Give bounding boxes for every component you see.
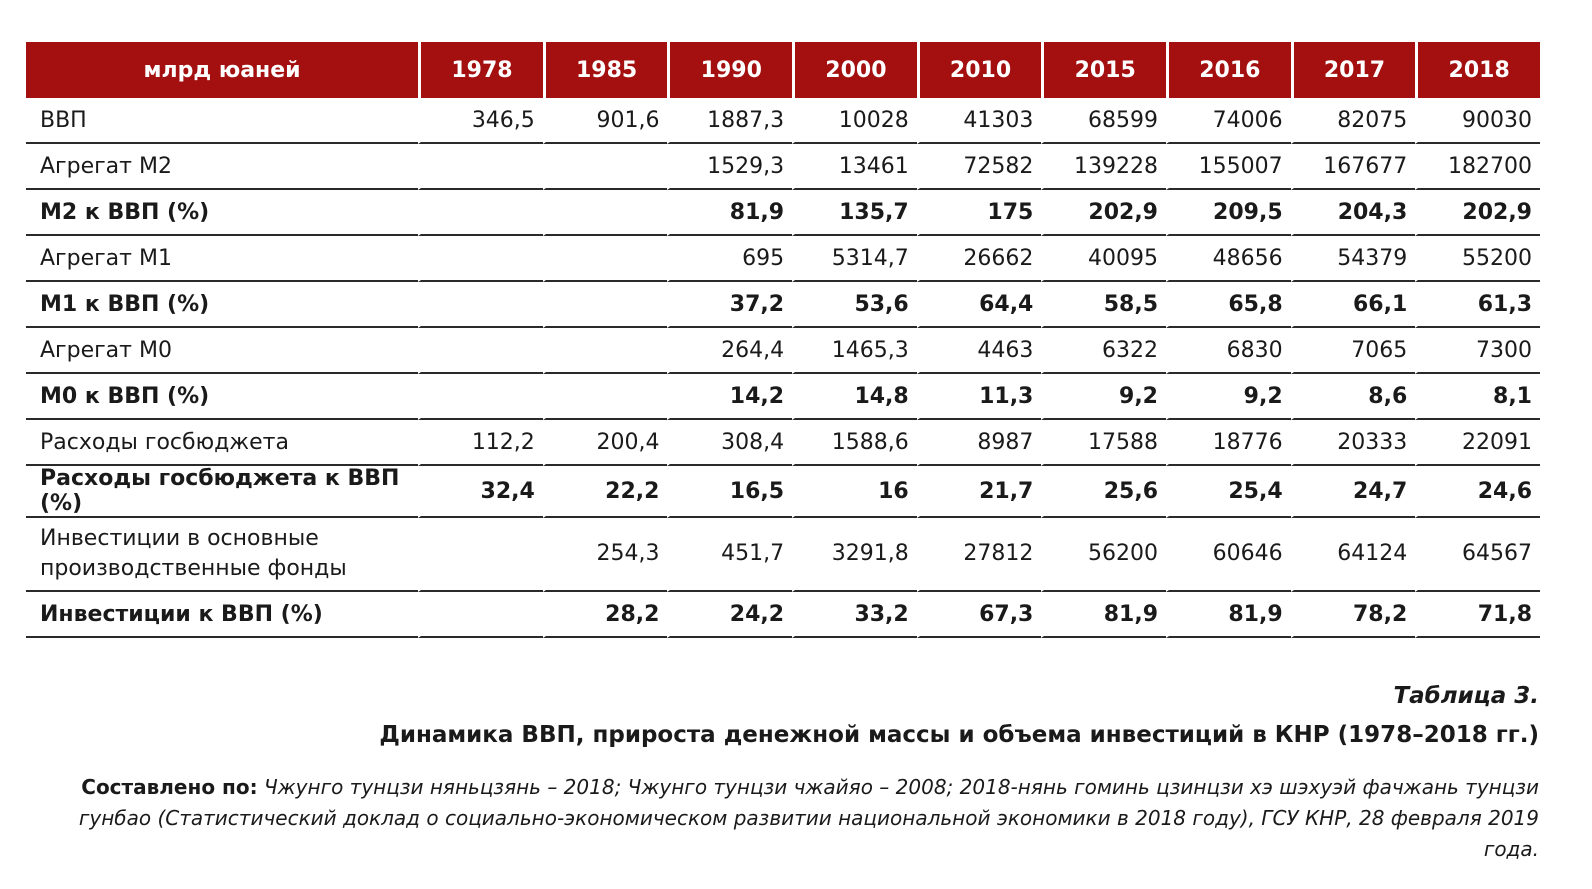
value-cell: 64124 [1291, 518, 1416, 592]
value-cell: 27812 [917, 518, 1042, 592]
value-cell [543, 328, 668, 374]
value-cell: 13461 [792, 144, 917, 190]
value-cell: 139228 [1041, 144, 1166, 190]
value-cell: 254,3 [543, 518, 668, 592]
value-cell: 1465,3 [792, 328, 917, 374]
row-label-cell: М0 к ВВП (%) [26, 374, 418, 420]
row-label-cell: Инвестиции в основные производственные фонды [26, 518, 418, 592]
value-cell [418, 518, 543, 592]
value-cell: 346,5 [418, 98, 543, 144]
table-title: Динамика ВВП, прироста денежной массы и объема инвестиций в КНР (1978–2018 гг.) [379, 722, 1539, 748]
value-cell: 64,4 [917, 282, 1042, 328]
value-cell: 61,3 [1415, 282, 1540, 328]
value-cell: 24,6 [1415, 466, 1540, 518]
value-cell: 3291,8 [792, 518, 917, 592]
value-cell: 41303 [917, 98, 1042, 144]
value-cell: 112,2 [418, 420, 543, 466]
value-cell: 9,2 [1166, 374, 1291, 420]
header-year-cell: 2016 [1166, 42, 1291, 98]
table-row [26, 374, 1540, 420]
value-cell: 67,3 [917, 592, 1042, 638]
value-cell: 37,2 [667, 282, 792, 328]
value-cell: 200,4 [543, 420, 668, 466]
table-row [26, 190, 1540, 236]
value-cell: 7300 [1415, 328, 1540, 374]
row-label-cell: Расходы госбюджета к ВВП (%) [26, 466, 418, 518]
table-row [26, 98, 1540, 144]
value-cell: 74006 [1166, 98, 1291, 144]
data-table-container [26, 42, 1540, 638]
table-number: Таблица 3. [1393, 683, 1539, 709]
value-cell [543, 282, 668, 328]
value-cell: 81,9 [1166, 592, 1291, 638]
value-cell: 10028 [792, 98, 917, 144]
row-label-cell: ВВП [26, 98, 418, 144]
value-cell: 60646 [1166, 518, 1291, 592]
value-cell: 58,5 [1041, 282, 1166, 328]
row-label-cell: Агрегат М1 [26, 236, 418, 282]
value-cell: 32,4 [418, 466, 543, 518]
source-label: Составлено по: [81, 775, 258, 799]
table-row [26, 236, 1540, 282]
value-cell: 56200 [1041, 518, 1166, 592]
header-year-cell: 1985 [543, 42, 668, 98]
value-cell: 55200 [1415, 236, 1540, 282]
value-cell: 33,2 [792, 592, 917, 638]
value-cell: 5314,7 [792, 236, 917, 282]
value-cell: 40095 [1041, 236, 1166, 282]
value-cell: 264,4 [667, 328, 792, 374]
value-cell [543, 374, 668, 420]
value-cell: 24,7 [1291, 466, 1416, 518]
value-cell [418, 328, 543, 374]
table-row [26, 466, 1540, 518]
value-cell [418, 282, 543, 328]
value-cell: 308,4 [667, 420, 792, 466]
row-label-cell: Расходы госбюджета [26, 420, 418, 466]
value-cell: 11,3 [917, 374, 1042, 420]
value-cell [418, 190, 543, 236]
row-label-cell: М1 к ВВП (%) [26, 282, 418, 328]
header-unit-cell: млрд юаней [26, 42, 418, 98]
value-cell: 901,6 [543, 98, 668, 144]
value-cell: 25,6 [1041, 466, 1166, 518]
value-cell: 204,3 [1291, 190, 1416, 236]
value-cell: 1588,6 [792, 420, 917, 466]
header-year-cell: 2018 [1415, 42, 1540, 98]
value-cell: 167677 [1291, 144, 1416, 190]
value-cell: 1887,3 [667, 98, 792, 144]
value-cell: 135,7 [792, 190, 917, 236]
value-cell: 71,8 [1415, 592, 1540, 638]
table-row [26, 144, 1540, 190]
header-year-cell: 2010 [917, 42, 1042, 98]
value-cell: 6322 [1041, 328, 1166, 374]
value-cell: 26662 [917, 236, 1042, 282]
value-cell [543, 236, 668, 282]
value-cell [418, 144, 543, 190]
value-cell: 175 [917, 190, 1042, 236]
value-cell: 8987 [917, 420, 1042, 466]
statistics-table [26, 42, 1540, 638]
value-cell: 16,5 [667, 466, 792, 518]
value-cell: 695 [667, 236, 792, 282]
value-cell: 81,9 [1041, 592, 1166, 638]
row-label-cell: М2 к ВВП (%) [26, 190, 418, 236]
value-cell: 451,7 [667, 518, 792, 592]
value-cell: 48656 [1166, 236, 1291, 282]
value-cell [418, 374, 543, 420]
header-year-cell: 2017 [1291, 42, 1416, 98]
value-cell: 9,2 [1041, 374, 1166, 420]
value-cell [418, 236, 543, 282]
value-cell: 24,2 [667, 592, 792, 638]
value-cell: 65,8 [1166, 282, 1291, 328]
table-row [26, 518, 1540, 592]
header-row [26, 42, 1540, 98]
value-cell: 1529,3 [667, 144, 792, 190]
value-cell: 16 [792, 466, 917, 518]
row-label-cell: Агрегат М2 [26, 144, 418, 190]
value-cell: 53,6 [792, 282, 917, 328]
value-cell: 25,4 [1166, 466, 1291, 518]
header-year-cell: 2015 [1041, 42, 1166, 98]
value-cell: 68599 [1041, 98, 1166, 144]
value-cell: 78,2 [1291, 592, 1416, 638]
value-cell: 17588 [1041, 420, 1166, 466]
value-cell: 81,9 [667, 190, 792, 236]
value-cell: 90030 [1415, 98, 1540, 144]
value-cell: 21,7 [917, 466, 1042, 518]
value-cell: 14,8 [792, 374, 917, 420]
value-cell: 8,6 [1291, 374, 1416, 420]
value-cell: 155007 [1166, 144, 1291, 190]
table-header [26, 42, 1540, 98]
value-cell: 66,1 [1291, 282, 1416, 328]
value-cell: 64567 [1415, 518, 1540, 592]
value-cell: 20333 [1291, 420, 1416, 466]
value-cell: 28,2 [543, 592, 668, 638]
value-cell [543, 190, 668, 236]
source-text: Чжунго тунцзи няньцзянь – 2018; Чжунго тунцзи чжайяо – 2008; 2018-нянь гоминь цзинцзи хэ шэхуэй фачжань тунцзи гунбао (Статистический доклад о социально-экономическом развитии национальной экономики в 2018 году), ГСУ КНР, 28 февраля 2019 года. [78, 775, 1539, 861]
value-cell: 72582 [917, 144, 1042, 190]
value-cell: 54379 [1291, 236, 1416, 282]
value-cell: 6830 [1166, 328, 1291, 374]
value-cell: 8,1 [1415, 374, 1540, 420]
value-cell: 209,5 [1166, 190, 1291, 236]
value-cell: 18776 [1166, 420, 1291, 466]
value-cell: 202,9 [1041, 190, 1166, 236]
row-label-cell: Агрегат М0 [26, 328, 418, 374]
value-cell: 22091 [1415, 420, 1540, 466]
header-year-cell: 2000 [792, 42, 917, 98]
value-cell [543, 144, 668, 190]
value-cell: 4463 [917, 328, 1042, 374]
table-row [26, 592, 1540, 638]
row-label-cell: Инвестиции к ВВП (%) [26, 592, 418, 638]
value-cell: 202,9 [1415, 190, 1540, 236]
value-cell: 14,2 [667, 374, 792, 420]
table-body [26, 98, 1540, 638]
value-cell: 22,2 [543, 466, 668, 518]
table-row [26, 420, 1540, 466]
table-row [26, 282, 1540, 328]
table-row [26, 328, 1540, 374]
value-cell: 7065 [1291, 328, 1416, 374]
header-year-cell: 1978 [418, 42, 543, 98]
value-cell: 182700 [1415, 144, 1540, 190]
header-year-cell: 1990 [667, 42, 792, 98]
source-note [30, 772, 1539, 865]
value-cell: 82075 [1291, 98, 1416, 144]
value-cell [418, 592, 543, 638]
